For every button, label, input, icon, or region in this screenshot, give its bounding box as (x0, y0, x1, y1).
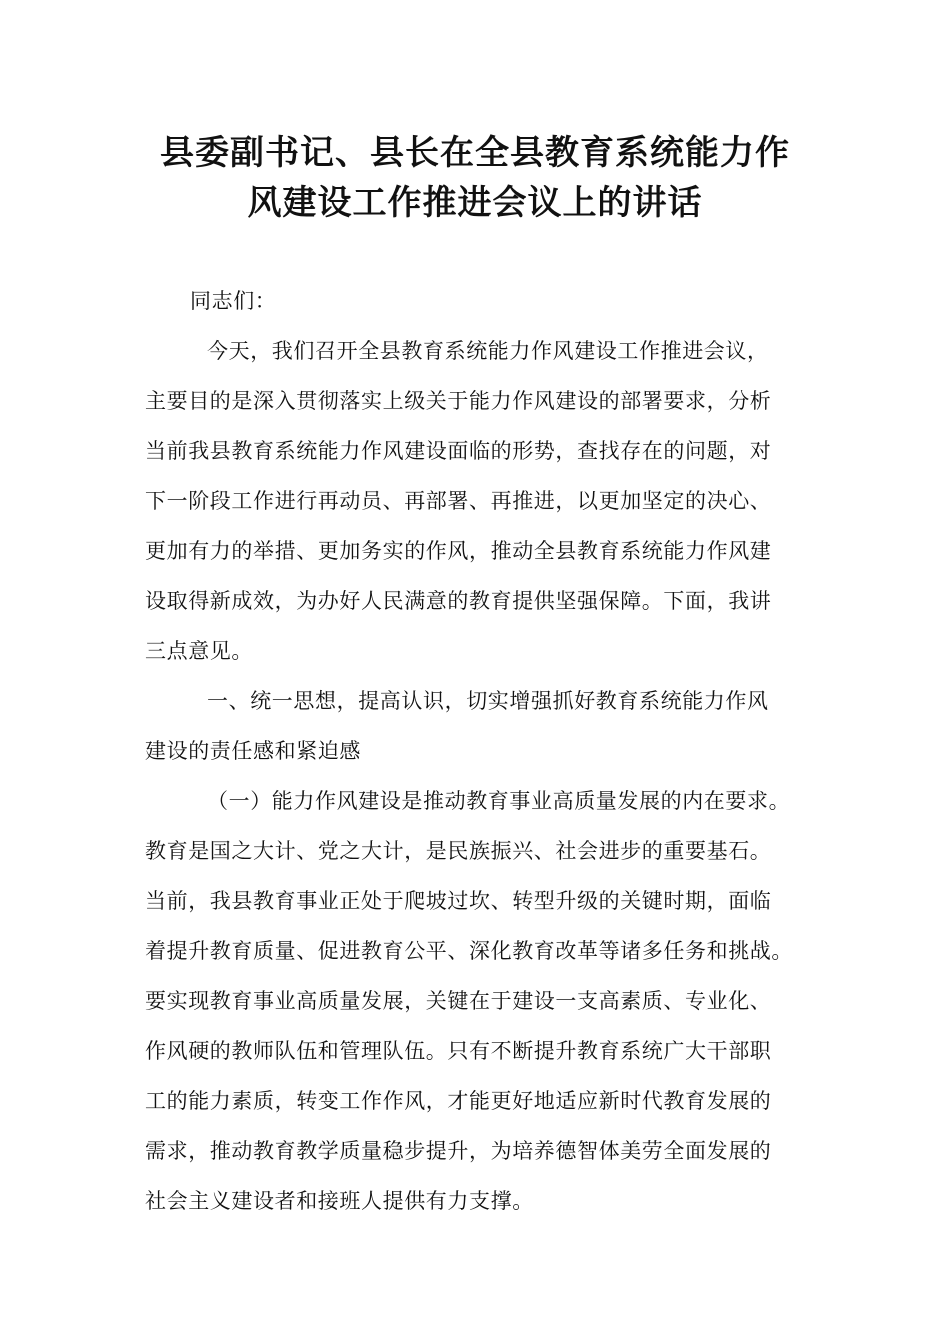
paragraph-line: 设取得新成效，为办好人民满意的教育提供坚强保障。下面，我讲 (145, 589, 772, 613)
paragraph-line: 当前，我县教育事业正处于爬坡过坎、转型升级的关键时期，面临 (145, 889, 772, 913)
title-line-2: 风建设工作推进会议上的讲话 (247, 183, 703, 223)
salutation: 同志们： (190, 289, 277, 313)
paragraph-line: 三点意见。 (145, 639, 253, 663)
section-heading-line: 一、统一思想，提高认识，切实增强抓好教育系统能力作风 (207, 689, 769, 713)
paragraph-line: 教育是国之大计、党之大计，是民族振兴、社会进步的重要基石。 (145, 839, 772, 863)
paragraph-line: 主要目的是深入贯彻落实上级关于能力作风建设的部署要求，分析 (145, 389, 772, 413)
paragraph-line: 要实现教育事业高质量发展，关键在于建设一支高素质、专业化、 (145, 989, 772, 1013)
title-line-1: 县委副书记、县长在全县教育系统能力作 (160, 133, 790, 173)
paragraph-line: 作风硬的教师队伍和管理队伍。只有不断提升教育系统广大干部职 (145, 1039, 772, 1063)
subsection-heading-line: （一）能力作风建设是推动教育事业高质量发展的内在要求。 (207, 789, 791, 813)
paragraph-line: 社会主义建设者和接班人提供有力支撑。 (145, 1189, 534, 1213)
paragraph-line: 着提升教育质量、促进教育公平、深化教育改革等诸多任务和挑战。 (145, 939, 793, 963)
paragraph-line: 需求，推动教育教学质量稳步提升，为培养德智体美劳全面发展的 (145, 1139, 772, 1163)
paragraph-line: 当前我县教育系统能力作风建设面临的形势，查找存在的问题，对 (145, 439, 772, 463)
paragraph-line: 工的能力素质，转变工作作风，才能更好地适应新时代教育发展的 (145, 1089, 772, 1113)
document-title (0, 128, 950, 228)
paragraph-line: 今天，我们召开全县教育系统能力作风建设工作推进会议， (207, 339, 769, 363)
section-heading-line: 建设的责任感和紧迫感 (145, 739, 361, 763)
paragraph-line: 更加有力的举措、更加务实的作风，推动全县教育系统能力作风建 (145, 539, 772, 563)
paragraph-line: 下一阶段工作进行再动员、再部署、再推进，以更加坚定的决心、 (145, 489, 772, 513)
